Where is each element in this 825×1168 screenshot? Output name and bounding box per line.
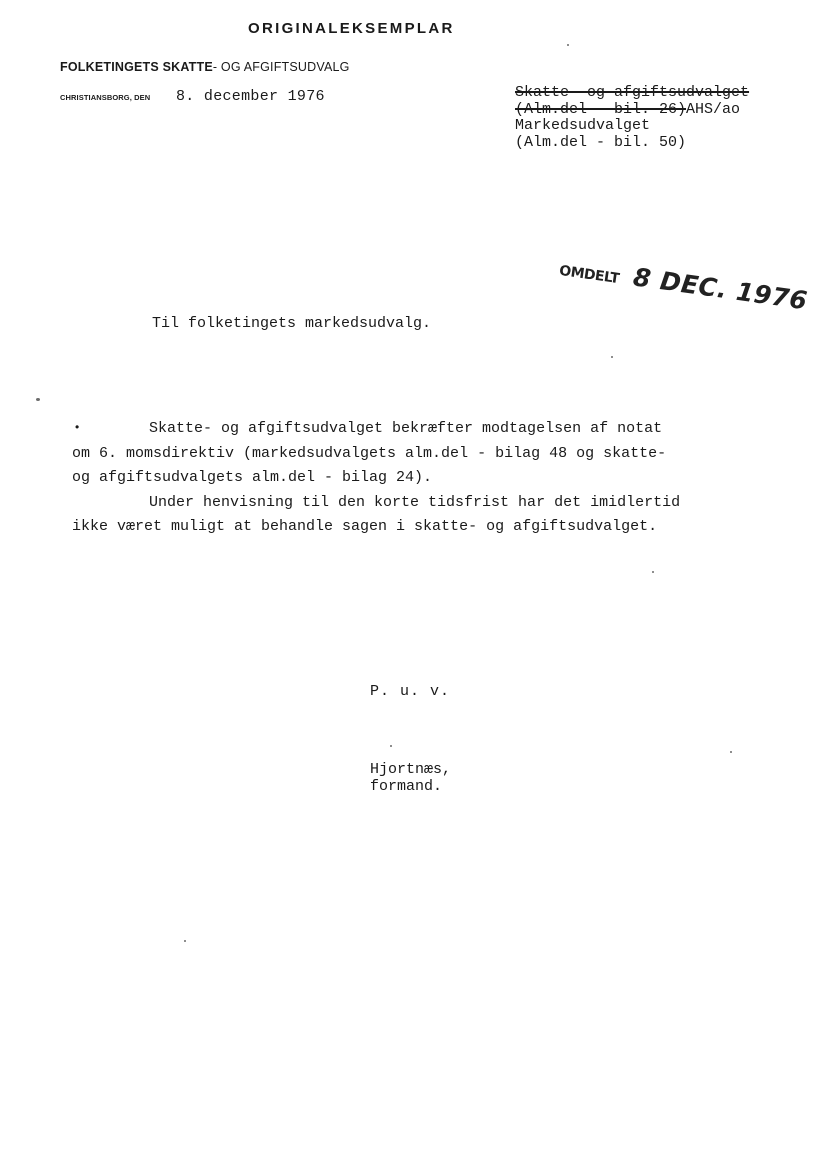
addressee-line: Til folketingets markedsudvalg. [152,315,432,332]
reference-line-3: Markedsudvalget [515,117,651,134]
scan-speck [567,44,569,46]
signatory-name: Hjortnæs, [370,761,452,778]
scan-speck [652,571,654,573]
reference-line-2 [515,102,749,119]
received-stamp-date: 8 DEC. 1976 [631,262,810,316]
signature-block [370,761,451,795]
received-date-stamp [558,252,809,315]
reference-struck-line-1: Skatte- og afgiftsudvalget [515,84,750,101]
original-copy-stamp: ORIGINALEKSEMPLAR [248,20,455,37]
letter-body [72,417,752,540]
reference-block [515,85,749,151]
place-label: CHRISTIANSBORG, DEN [60,93,151,102]
committee-name [60,60,350,74]
paragraph-1-line-3: og afgiftsudvalgets alm.del - bilag 24). [72,469,433,486]
scan-speck [390,745,392,747]
scan-speck [611,356,613,358]
scan-speck [730,751,732,753]
reference-struck-line-2: (Alm.del - bil. 26) [515,100,687,118]
paragraph-1-line-2: om 6. momsdirektiv (markedsudvalgets alm.del - bilag 48 og skatte- [72,444,667,462]
letter-date: 8. december 1976 [176,88,325,105]
reference-initials: AHS/ao [686,100,741,118]
scan-speck [184,940,186,942]
committee-name-rest: - OG AFGIFTSUDVALG [212,60,350,74]
scan-speck [36,398,40,401]
signatory-title: formand. [370,778,443,795]
reference-line-4: (Alm.del - bil. 50) [515,133,687,151]
bullet-mark: • [75,420,80,434]
on-behalf-mark: P. u. v. [370,683,451,700]
paragraph-2-line-2: ikke været muligt at behandle sagen i skatte- og afgiftsudvalget. [72,518,658,535]
paragraph-2-line-1: Under henvisning til den korte tidsfrist har det imidlertid [149,493,681,511]
received-stamp-label: OMDELT [558,262,621,288]
committee-name-bold: FOLKETINGETS SKATTE [60,60,213,74]
paragraph-1-line-1: Skatte- og afgiftsudvalget bekræfter modtagelsen af notat [149,420,663,437]
